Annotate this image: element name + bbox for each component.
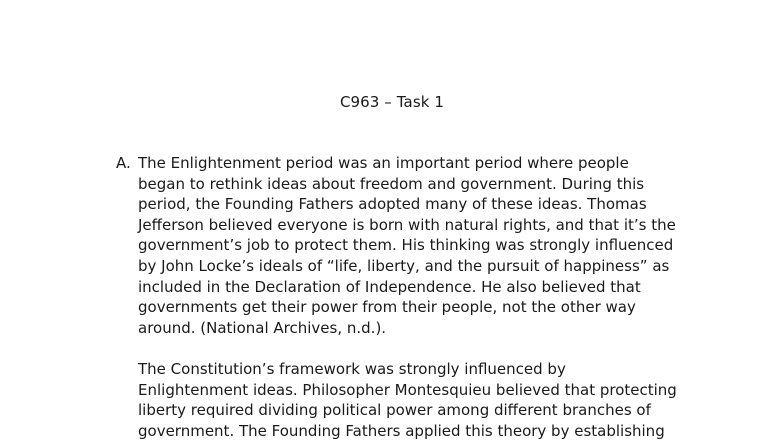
paragraph-line: Jefferson believed everyone is born with natural rights, and that it’s the bbox=[138, 215, 676, 234]
paragraph-line: government. The Founding Fathers applied this theory by establishing bbox=[138, 421, 665, 440]
paragraph-line: The Constitution’s framework was strongly influenced by bbox=[138, 360, 566, 378]
paragraph-line: by John Locke’s ideals of “life, liberty, and the pursuit of happiness” as bbox=[138, 256, 670, 275]
paragraph-line: began to rethink ideas about freedom and government. During this bbox=[138, 174, 645, 193]
paragraph-line: period, the Founding Fathers adopted many of these ideas. Thomas bbox=[138, 195, 647, 214]
paragraph-line: included in the Declaration of Independence. He also believed that bbox=[138, 277, 641, 296]
paragraph-line: government’s job to protect them. His thinking was strongly influenced bbox=[138, 236, 674, 255]
paragraph-line: Enlightenment ideas. Philosopher Montesquieu believed that protecting bbox=[138, 380, 677, 399]
document-title: C963 – Task 1 bbox=[339, 93, 445, 111]
paragraph-constitution bbox=[138, 359, 708, 441]
paragraph-line: The Enlightenment period was an important period where people bbox=[138, 154, 629, 172]
paragraph-line: governments get their power from their people, not the other way bbox=[138, 298, 636, 317]
paragraph-line: around. (National Archives, n.d.). bbox=[138, 318, 387, 337]
paragraph-line: liberty required dividing political power among different branches of bbox=[138, 401, 651, 420]
list-marker-a: A. bbox=[116, 154, 131, 172]
paragraph-enlightenment bbox=[138, 153, 708, 338]
